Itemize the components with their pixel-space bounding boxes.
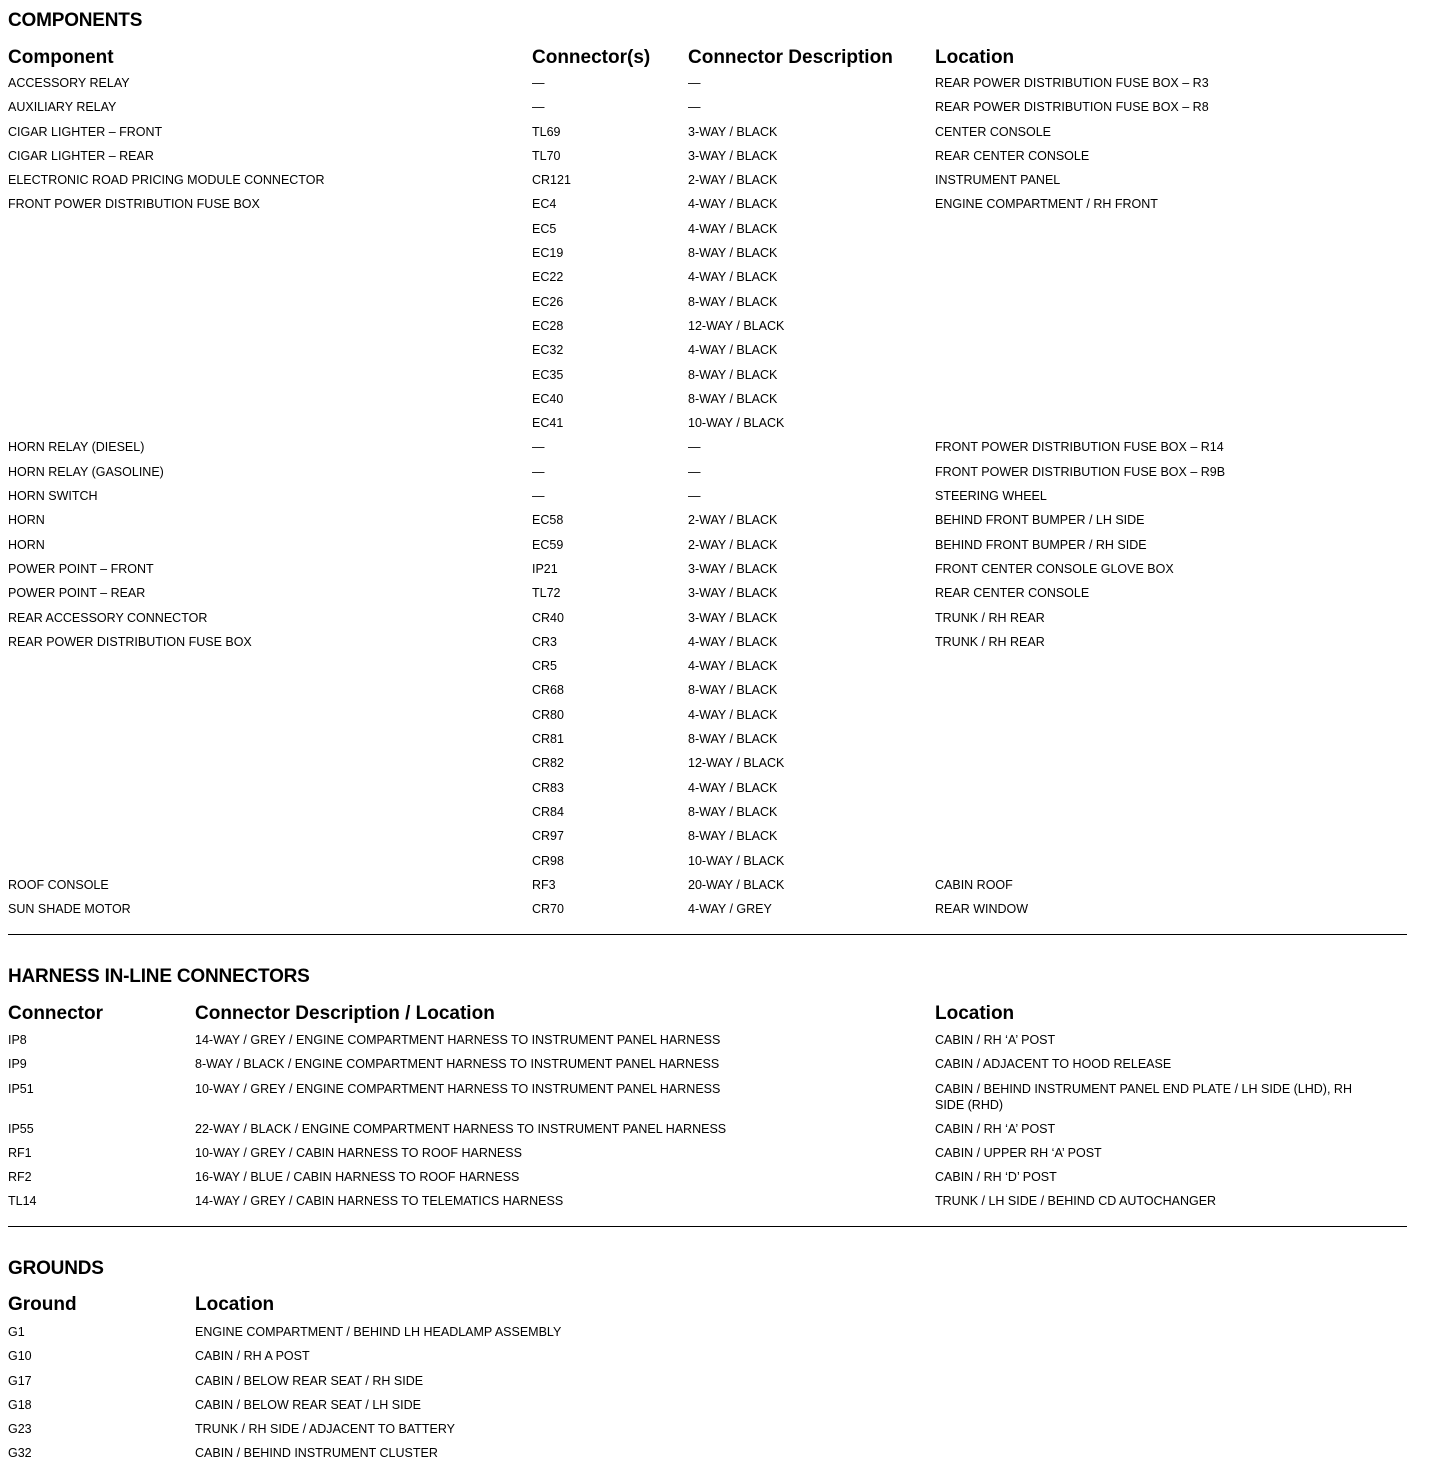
table-row [8, 318, 1408, 342]
table-cell: 8-WAY / BLACK [688, 246, 778, 261]
table-cell: — [532, 76, 545, 90]
table-cell: 12-WAY / BLACK [688, 318, 785, 333]
table-cell: CR97 [532, 829, 564, 844]
table-cell: CABIN / BEHIND INSTRUMENT CLUSTER [195, 1446, 438, 1461]
table-cell: FRONT POWER DISTRIBUTION FUSE BOX – R14 [935, 440, 1224, 455]
table-cell: ENGINE COMPARTMENT / BEHIND LH HEADLAMP ASSEMBLY [195, 1325, 562, 1339]
table-cell: 22-WAY / BLACK / ENGINE COMPARTMENT HARNESS TO INSTRUMENT PANEL HARNESS [195, 1121, 727, 1136]
table-row [8, 658, 1408, 682]
col-header-connector: Connector [8, 1003, 103, 1024]
table-cell: 8-WAY / BLACK [688, 367, 778, 382]
table-cell: 14-WAY / GREY / ENGINE COMPARTMENT HARNESS TO INSTRUMENT PANEL HARNESS [195, 1033, 721, 1047]
table-row [8, 707, 1408, 731]
table-cell: 4-WAY / BLACK [688, 270, 778, 285]
table-cell: 2-WAY / BLACK [688, 537, 778, 552]
table-cell: BEHIND FRONT BUMPER / LH SIDE [935, 513, 1145, 528]
table-cell: 8-WAY / BLACK / ENGINE COMPARTMENT HARNESS TO INSTRUMENT PANEL HARNESS [195, 1057, 720, 1072]
table-row [8, 488, 1408, 512]
table-cell: 4-WAY / BLACK [688, 634, 778, 649]
table-cell: 4-WAY / BLACK [688, 659, 778, 674]
table-row [8, 731, 1408, 755]
table-cell: 8-WAY / BLACK [688, 683, 778, 698]
table-cell: IP21 [532, 561, 558, 576]
table-cell: IP8 [8, 1033, 27, 1047]
table-row [8, 1348, 1408, 1372]
table-cell: CABIN / UPPER RH ‘A’ POST [935, 1145, 1102, 1160]
table-row [8, 1121, 1408, 1145]
table-cell: G17 [8, 1373, 32, 1388]
table-row [8, 1421, 1408, 1445]
table-cell: CABIN / RH ‘A’ POST [935, 1121, 1056, 1136]
table-cell: INSTRUMENT PANEL [935, 173, 1061, 188]
table-row [8, 901, 1408, 925]
table-row [8, 610, 1408, 634]
table-cell: 3-WAY / BLACK [688, 610, 778, 625]
table-row [8, 172, 1408, 196]
table-row [8, 512, 1408, 536]
table-cell: EC28 [532, 318, 564, 333]
table-cell: — [532, 100, 545, 115]
table-cell: 8-WAY / BLACK [688, 804, 778, 819]
table-row [8, 1081, 1408, 1121]
section-divider [8, 1226, 1407, 1227]
table-cell: — [688, 440, 701, 455]
col-header-connector-description: Connector Description [688, 47, 893, 68]
table-row [8, 1193, 1408, 1217]
table-cell: CR80 [532, 707, 564, 722]
table-cell: CABIN / ADJACENT TO HOOD RELEASE [935, 1057, 1172, 1072]
table-row [8, 828, 1408, 852]
table-row [8, 464, 1408, 488]
table-cell: 8-WAY / BLACK [688, 391, 778, 406]
table-cell: 4-WAY / BLACK [688, 780, 778, 795]
table-cell: CIGAR LIGHTER – FRONT [8, 124, 163, 139]
table-cell: 4-WAY / BLACK [688, 343, 778, 358]
table-row [8, 804, 1408, 828]
table-cell: EC19 [532, 246, 564, 261]
table-cell: 2-WAY / BLACK [688, 173, 778, 188]
table-cell: CR121 [532, 173, 571, 188]
table-row [8, 148, 1408, 172]
table-cell: RF2 [8, 1170, 32, 1185]
table-cell: CENTER CONSOLE [935, 124, 1051, 139]
col-header-description-location: Connector Description / Location [195, 1003, 495, 1024]
table-cell: 3-WAY / BLACK [688, 586, 778, 601]
table-row [8, 755, 1408, 779]
table-cell: — [532, 464, 545, 479]
table-row [8, 780, 1408, 804]
table-cell: HORN SWITCH [8, 489, 98, 504]
table-cell: G23 [8, 1422, 32, 1437]
table-cell: CR98 [532, 853, 564, 868]
table-cell: CABIN / BEHIND INSTRUMENT PANEL END PLATE / LH SIDE (LHD), RH SIDE (RHD) [935, 1081, 1352, 1112]
table-cell: 4-WAY / BLACK [688, 197, 778, 212]
table-cell: ROOF CONSOLE [8, 877, 109, 892]
table-cell: TL69 [532, 124, 561, 139]
table-row [8, 269, 1408, 293]
table-cell: 8-WAY / BLACK [688, 829, 778, 844]
table-row [8, 221, 1408, 245]
table-cell: 10-WAY / GREY / ENGINE COMPARTMENT HARNESS TO INSTRUMENT PANEL HARNESS [195, 1081, 721, 1096]
table-cell: CABIN ROOF [935, 877, 1013, 892]
table-cell: — [688, 489, 701, 504]
table-cell: ELECTRONIC ROAD PRICING MODULE CONNECTOR [8, 173, 325, 188]
table-cell: EC32 [532, 343, 564, 358]
table-cell: G32 [8, 1446, 32, 1461]
table-cell: 10-WAY / BLACK [688, 853, 785, 868]
table-cell: EC22 [532, 270, 564, 285]
components-section [8, 10, 1408, 925]
table-cell: EC59 [532, 537, 564, 552]
harness-table-body [8, 1032, 1408, 1218]
col-header-component: Component [8, 47, 114, 68]
table-cell: CR81 [532, 732, 564, 747]
table-cell: IP9 [8, 1057, 27, 1072]
table-cell: IP55 [8, 1121, 34, 1136]
table-row [8, 196, 1408, 220]
table-row [8, 537, 1408, 561]
table-cell: G1 [8, 1325, 25, 1339]
harness-title: HARNESS IN-LINE CONNECTORS [8, 966, 310, 987]
table-cell: EC26 [532, 294, 564, 309]
col-header-location: Location [195, 1294, 275, 1315]
table-cell: REAR ACCESSORY CONNECTOR [8, 610, 208, 625]
table-cell: 8-WAY / BLACK [688, 294, 778, 309]
table-cell: AUXILIARY RELAY [8, 100, 117, 115]
table-cell: REAR POWER DISTRIBUTION FUSE BOX – R3 [935, 76, 1209, 90]
table-cell: EC58 [532, 513, 564, 528]
table-cell: CR82 [532, 756, 564, 771]
table-cell: G10 [8, 1349, 32, 1364]
table-cell: CIGAR LIGHTER – REAR [8, 148, 154, 163]
table-cell: 4-WAY / BLACK [688, 221, 778, 236]
table-row [8, 1056, 1408, 1080]
table-cell: — [688, 76, 701, 90]
table-cell: BEHIND FRONT BUMPER / RH SIDE [935, 537, 1147, 552]
table-row [8, 1397, 1408, 1421]
table-cell: HORN RELAY (GASOLINE) [8, 464, 164, 479]
table-cell: 20-WAY / BLACK [688, 877, 785, 892]
col-header-location: Location [935, 1003, 1015, 1024]
table-cell: 2-WAY / BLACK [688, 513, 778, 528]
table-row [8, 367, 1408, 391]
table-cell: SUN SHADE MOTOR [8, 902, 131, 917]
table-cell: CR5 [532, 659, 558, 674]
table-row [8, 1145, 1408, 1169]
table-cell: EC35 [532, 367, 564, 382]
table-cell: STEERING WHEEL [935, 489, 1047, 504]
table-cell: 12-WAY / BLACK [688, 756, 785, 771]
table-cell: 10-WAY / BLACK [688, 416, 785, 431]
table-row [8, 561, 1408, 585]
table-cell: — [688, 464, 701, 479]
table-row [8, 75, 1408, 99]
table-row [8, 391, 1408, 415]
table-row [8, 1169, 1408, 1193]
table-cell: 4-WAY / GREY [688, 902, 772, 917]
components-header-row [8, 46, 1408, 70]
table-cell: CR3 [532, 634, 558, 649]
table-cell: TRUNK / RH SIDE / ADJACENT TO BATTERY [195, 1422, 456, 1437]
col-header-location: Location [935, 47, 1015, 68]
grounds-title: GROUNDS [8, 1258, 104, 1279]
table-cell: ENGINE COMPARTMENT / RH FRONT [935, 197, 1158, 212]
table-cell: — [532, 440, 545, 455]
table-cell: FRONT POWER DISTRIBUTION FUSE BOX – R9B [935, 464, 1226, 479]
table-row [8, 877, 1408, 901]
table-cell: CABIN / BELOW REAR SEAT / LH SIDE [195, 1397, 421, 1412]
table-cell: HORN [8, 513, 45, 528]
table-cell: — [532, 489, 545, 504]
table-cell: CABIN / BELOW REAR SEAT / RH SIDE [195, 1373, 424, 1388]
grounds-section [8, 1258, 1408, 1470]
table-cell: CABIN / RH A POST [195, 1349, 310, 1364]
table-row [8, 1032, 1408, 1056]
table-cell: REAR POWER DISTRIBUTION FUSE BOX [8, 634, 252, 649]
table-cell: CABIN / RH ‘A’ POST [935, 1033, 1056, 1047]
table-cell: FRONT CENTER CONSOLE GLOVE BOX [935, 561, 1174, 576]
components-table-body [8, 75, 1408, 925]
table-cell: EC5 [532, 221, 557, 236]
table-cell: REAR CENTER CONSOLE [935, 586, 1090, 601]
table-cell: 14-WAY / GREY / CABIN HARNESS TO TELEMATICS HARNESS [195, 1194, 564, 1209]
table-row [8, 1373, 1408, 1397]
table-cell: G18 [8, 1397, 32, 1412]
col-header-ground: Ground [8, 1294, 77, 1315]
table-cell: POWER POINT – FRONT [8, 561, 154, 576]
table-cell: CR68 [532, 683, 564, 698]
section-divider [8, 934, 1407, 935]
table-cell: TRUNK / RH REAR [935, 634, 1045, 649]
table-cell: CR40 [532, 610, 564, 625]
table-cell: REAR CENTER CONSOLE [935, 148, 1090, 163]
harness-header-row [8, 1002, 1408, 1026]
table-cell: HORN RELAY (DIESEL) [8, 440, 145, 455]
table-cell: EC40 [532, 391, 564, 406]
table-cell: RF3 [532, 877, 556, 892]
table-cell: CR84 [532, 804, 564, 819]
table-row [8, 634, 1408, 658]
table-cell: 3-WAY / BLACK [688, 124, 778, 139]
table-cell: EC4 [532, 197, 557, 212]
table-cell: CR83 [532, 780, 564, 795]
table-cell: 10-WAY / GREY / CABIN HARNESS TO ROOF HARNESS [195, 1145, 522, 1160]
table-row [8, 294, 1408, 318]
table-row [8, 682, 1408, 706]
table-cell: IP51 [8, 1081, 34, 1096]
table-cell: REAR WINDOW [935, 902, 1029, 917]
col-header-connectors: Connector(s) [532, 47, 651, 68]
table-cell: — [688, 100, 701, 115]
table-cell: 8-WAY / BLACK [688, 732, 778, 747]
table-row [8, 342, 1408, 366]
table-row [8, 1445, 1408, 1469]
table-cell: CR70 [532, 902, 564, 917]
table-cell: TL72 [532, 586, 561, 601]
harness-section [8, 966, 1408, 1218]
table-row [8, 585, 1408, 609]
components-title: COMPONENTS [8, 10, 143, 31]
grounds-header-row [8, 1293, 1408, 1317]
table-cell: CABIN / RH ‘D’ POST [935, 1170, 1057, 1185]
table-cell: TRUNK / LH SIDE / BEHIND CD AUTOCHANGER [935, 1194, 1217, 1209]
table-row [8, 1324, 1408, 1348]
table-row [8, 439, 1408, 463]
table-cell: 4-WAY / BLACK [688, 707, 778, 722]
table-cell: REAR POWER DISTRIBUTION FUSE BOX – R8 [935, 100, 1209, 115]
table-cell: TL70 [532, 148, 561, 163]
table-cell: HORN [8, 537, 45, 552]
table-row [8, 415, 1408, 439]
grounds-table-body [8, 1324, 1408, 1470]
table-cell: 3-WAY / BLACK [688, 561, 778, 576]
table-row [8, 99, 1408, 123]
table-cell: POWER POINT – REAR [8, 586, 146, 601]
table-cell: FRONT POWER DISTRIBUTION FUSE BOX [8, 197, 260, 212]
table-cell: TRUNK / RH REAR [935, 610, 1045, 625]
table-cell: 3-WAY / BLACK [688, 148, 778, 163]
table-row [8, 853, 1408, 877]
table-cell: RF1 [8, 1145, 32, 1160]
table-cell: EC41 [532, 416, 564, 431]
table-cell: ACCESSORY RELAY [8, 76, 130, 90]
table-cell: TL14 [8, 1194, 37, 1209]
table-row [8, 245, 1408, 269]
table-cell: 16-WAY / BLUE / CABIN HARNESS TO ROOF HARNESS [195, 1170, 520, 1185]
table-row [8, 124, 1408, 148]
